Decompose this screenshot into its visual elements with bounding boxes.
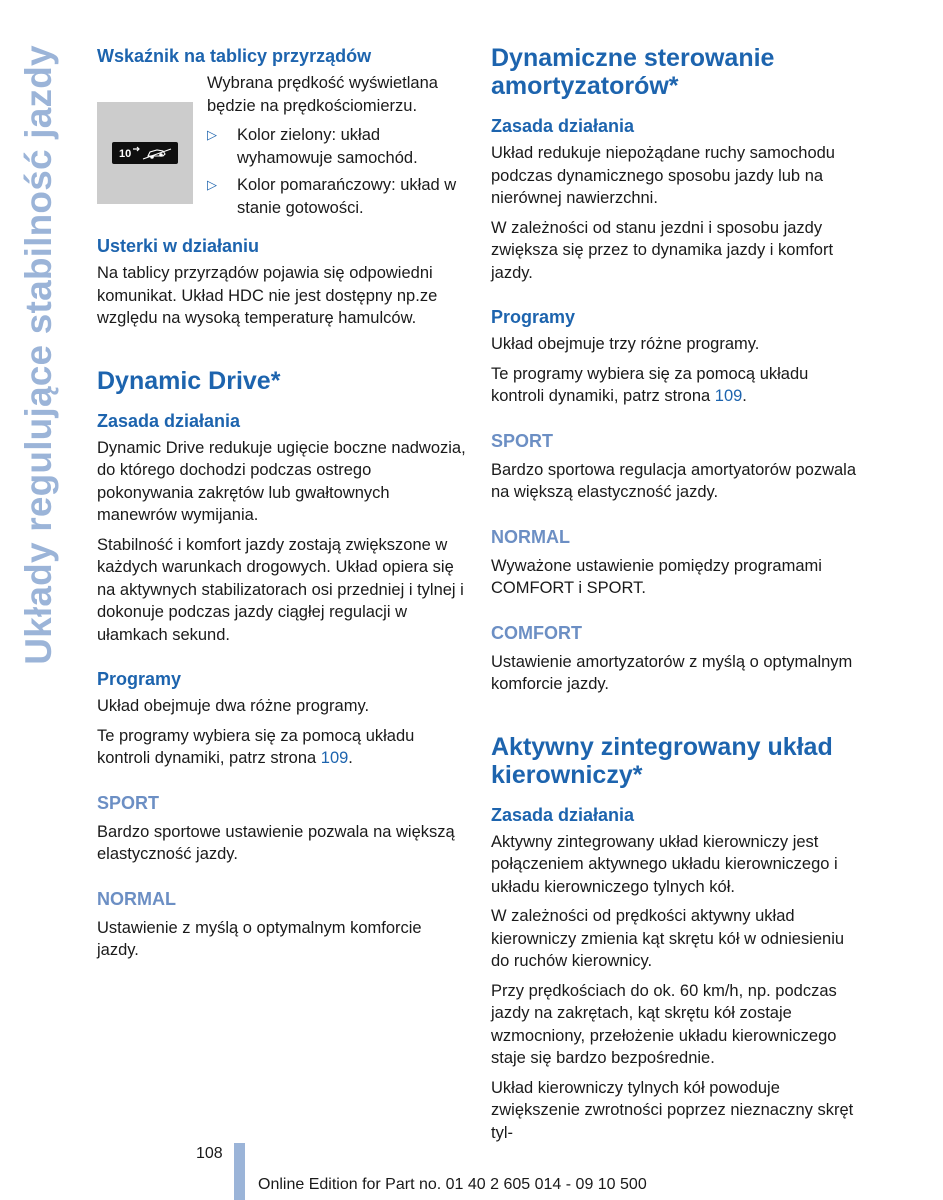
damper-programs-p1: Układ obejmuje trzy różne programy. — [491, 335, 760, 353]
hill-descent-control-icon — [112, 142, 178, 164]
steering-p3: Przy prędkościach do ok. 60 km/h, np. podczas jazdy na zakrętach, kąt skrętu kół zostaje wzmocniony, przełożenie układu kierowniczego staje się bardzo bezpośrednie. — [491, 981, 837, 1067]
damper-programs-p2-end: . — [742, 387, 747, 405]
dd-principle-p2: Stabilność i komfort jazdy zostają zwiększone w każdych warunkach drogowych. Układ opiera się na aktywnych stabilizatorach osi przedniej i tylnej i dokonuje podczas jazdy ciągłej regulacji w ułamkach sekund. — [97, 535, 464, 644]
dd-programs-p2-text: Te programy wybiera się za pomocą układu kontroli dynamiki, patrz strona — [97, 726, 415, 767]
damper-programs-p2-text: Te programy wybiera się za pomocą układu kontroli dynamiki, patrz strona — [491, 364, 809, 405]
page-number: 108 — [196, 1145, 223, 1162]
dd-programs-p1: Układ obejmuje dwa różne programy. — [97, 697, 370, 715]
dd-sport-heading: SPORT — [97, 792, 160, 813]
bullet-item — [207, 124, 467, 169]
page-link-109[interactable]: 109 — [714, 387, 743, 405]
left-column — [97, 44, 467, 969]
dynamic-drive-title: Dynamic Drive* — [97, 366, 281, 395]
steering-principle-heading: Zasada działania — [491, 804, 635, 825]
triangle-bullet-icon: ▷ — [207, 127, 217, 142]
indicator-heading: Wskaźnik na tablicy przyrządów — [97, 46, 372, 66]
damper-principle-p2: W zależności od stanu jezdni i sposobu jazdy zwiększa się przez to dynamika jazdy i komfort jazdy. — [491, 218, 834, 282]
bullet-text-green: Kolor zielony: układ wyhamowuje samochód. — [237, 126, 418, 167]
side-section-title — [16, 40, 62, 670]
faults-heading: Usterki w działaniu — [97, 236, 260, 256]
footer-accent-bar — [234, 1143, 245, 1200]
dd-programs-p2 — [97, 725, 467, 770]
faults-text: Na tablicy przyrządów pojawia się odpowiedni komunikat. Układ HDC nie jest dostępny np.ze względu na wysoką temperaturę hamulców. — [97, 264, 438, 327]
dd-normal-heading: NORMAL — [97, 888, 176, 909]
dd-sport-text: Bardzo sportowe ustawienie pozwala na większą elastyczność jazdy. — [97, 822, 455, 863]
damper-normal-heading: NORMAL — [491, 526, 570, 547]
footer-edition-text: Online Edition for Part no. 01 40 2 605 014 - 09 10 500 — [258, 1176, 647, 1193]
page-link-109[interactable]: 109 — [320, 749, 349, 767]
dd-programs-p2-end: . — [348, 749, 353, 767]
side-section-title-text: Układy regulujące stabilność jazdy — [18, 45, 60, 665]
damper-normal-text: Wyważone ustawienie pomiędzy programami COMFORT i SPORT. — [491, 556, 822, 597]
dd-programs-heading: Programy — [97, 669, 182, 689]
bullet-item — [207, 174, 467, 219]
damper-principle-p1: Układ redukuje niepożądane ruchy samochodu podczas dynamicznego sposobu jazdy lub na nierównej nawierzchni. — [491, 144, 835, 207]
damper-programs-p2 — [491, 363, 863, 408]
steering-p4: Układ kierowniczy tylnych kół powoduje zwiększenie zwrotności poprzez nieznaczny skręt tyl- — [491, 1078, 854, 1142]
damper-comfort-heading: COMFORT — [491, 622, 582, 643]
steering-p1: Aktywny zintegrowany układ kierowniczy jest połączeniem aktywnego układu kierowniczego i układu kierowniczego tylnych kół. — [491, 832, 838, 896]
indicator-description — [207, 72, 467, 224]
steering-p2: W zależności od prędkości aktywny układ kierowniczy zmienia kąt skrętu kół w odniesieniu do ruchów kierownicy. — [491, 907, 845, 970]
indicator-text: Wybrana prędkość wyświetlana będzie na prędkościomierzu. — [207, 74, 438, 115]
indicator-image — [97, 102, 193, 204]
damper-comfort-text: Ustawienie amortyzatorów z myślą o optymalnym komforcie jazdy. — [491, 652, 853, 693]
damper-programs-heading: Programy — [491, 307, 576, 327]
steering-title: Aktywny zintegrowany układ kierowniczy* — [491, 732, 833, 789]
bullet-text-orange: Kolor pomarańczowy: układ w stanie gotowości. — [237, 176, 457, 217]
dd-normal-text: Ustawienie z myślą o optymalnym komforcie jazdy. — [97, 918, 422, 959]
right-column — [491, 44, 863, 1151]
dd-principle-p1: Dynamic Drive redukuje ugięcie boczne nadwozia, do którego dochodzi podczas ostrego pokonywania zakrętów lub gwałtownych manewrów wymijania. — [97, 438, 466, 524]
damper-title: Dynamiczne sterowanie amortyzatorów* — [491, 44, 775, 100]
damper-sport-heading: SPORT — [491, 430, 554, 451]
indicator-speed-value: 10 — [119, 148, 132, 160]
indicator-block — [97, 72, 467, 224]
hill-descent-control-icon-graphic — [115, 143, 175, 163]
triangle-bullet-icon: ▷ — [207, 177, 217, 192]
damper-sport-text: Bardzo sportowa regulacja amortyatorów pozwala na większą elastyczność jazdy. — [491, 460, 857, 501]
damper-principle-heading: Zasada działania — [491, 116, 635, 136]
dd-principle-heading: Zasada działania — [97, 410, 241, 431]
